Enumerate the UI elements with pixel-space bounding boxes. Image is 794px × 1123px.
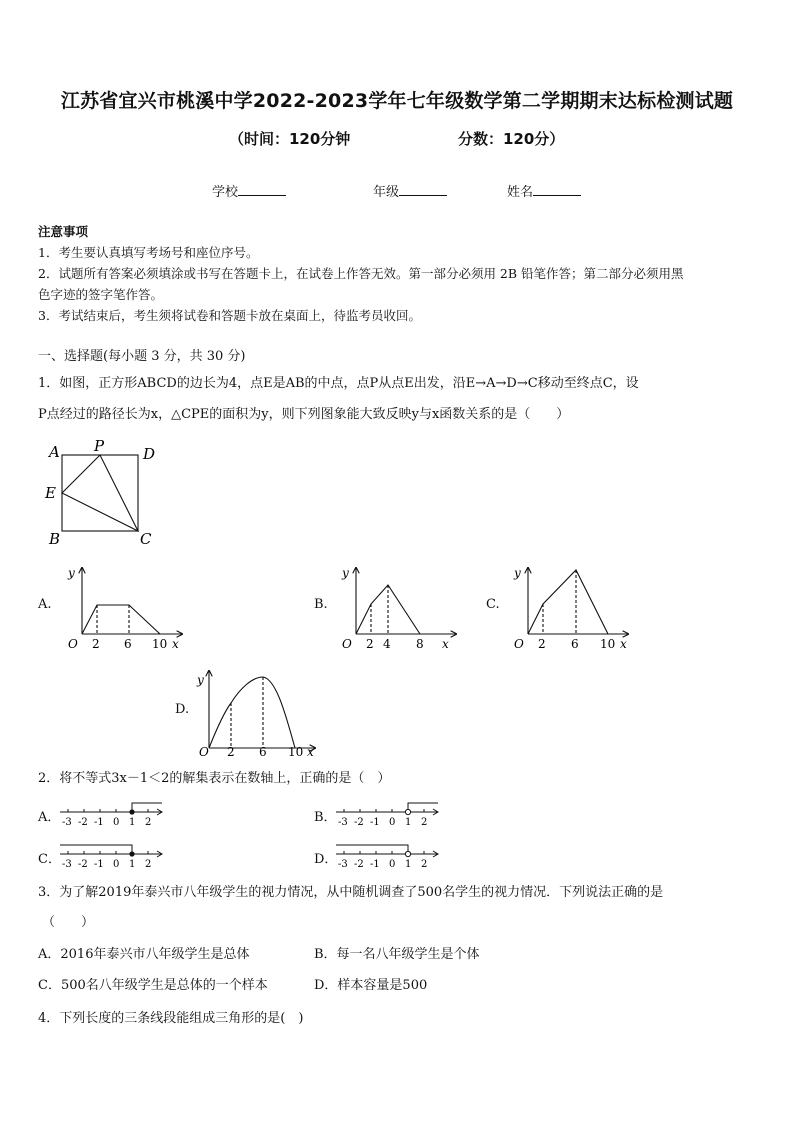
grade-label: 年级: [373, 185, 400, 200]
note-2: 2．试题所有答案必须填涂或书写在答题卡上，在试卷上作答无效。第一部分必须用 2B 铅笔作答；第二部分必须用黑: [38, 266, 684, 281]
solution-ray: [132, 803, 162, 812]
solution-ray: [60, 845, 132, 854]
num-label: -2: [78, 859, 88, 870]
solution-ray: [336, 845, 408, 854]
num-label: -1: [370, 859, 380, 870]
num-label: 0: [389, 859, 396, 870]
q2-option-a-label[interactable]: A．: [38, 810, 61, 825]
num-label: -2: [354, 859, 364, 870]
num-label: 0: [389, 817, 396, 828]
origin-label: O: [342, 637, 352, 651]
y-label: y: [342, 566, 349, 580]
q1-option-b-label[interactable]: B.: [314, 597, 328, 612]
tick-label: 6: [124, 637, 132, 651]
tick-label: 2: [538, 637, 546, 651]
num-label: -2: [78, 817, 88, 828]
note-2-cont: 色字迹的签字笔作答。: [38, 287, 164, 302]
num-label: 1: [405, 859, 412, 870]
q1-text-line2: P点经过的路径长为x，△CPE的面积为y，则下列图象能大致反映y与x函数关系的是（ ）: [38, 407, 570, 422]
school-field: [212, 181, 286, 200]
num-label: -3: [62, 817, 72, 828]
label-b: B: [49, 530, 61, 548]
q2-option-a-numberline[interactable]: [58, 800, 168, 830]
num-label: 2: [145, 859, 152, 870]
y-label: y: [68, 566, 75, 580]
num-label: 1: [129, 817, 136, 828]
x-label: x: [307, 745, 314, 759]
q4-text: 4．下列长度的三条线段能组成三角形的是( ): [38, 1011, 304, 1026]
q3-text-line1: 3．为了解2019年泰兴市八年级学生的视力情况，从中随机调查了500名学生的视力情况．下列说法正确的是: [38, 885, 664, 900]
q1-text-line1: 1．如图，正方形ABCD的边长为4，点E是AB的中点，点P从点E出发，沿E→A→D→C移动至终点C，设: [38, 376, 639, 391]
q2-option-c-label[interactable]: C．: [38, 852, 61, 867]
square-abcd: [62, 455, 138, 531]
exam-title: 江苏省宜兴市桃溪中学2022-2023学年七年级数学第二学期期末达标检测试题: [60, 90, 734, 112]
label-a: A: [49, 443, 60, 461]
note-3: 3．考试结束后，考生须将试卷和答题卡放在桌面上，待监考员收回。: [38, 308, 421, 323]
q3-text-line2: （ ）: [42, 915, 95, 930]
tick-label: 10: [152, 637, 168, 651]
notes-heading: 注意事项: [38, 224, 89, 239]
closed-dot: [129, 851, 134, 856]
q2-option-c-numberline[interactable]: [58, 842, 168, 872]
open-dot: [405, 809, 410, 814]
q1-option-a-graph[interactable]: [62, 562, 192, 654]
tick-label: 10: [600, 637, 616, 651]
num-label: 2: [421, 859, 428, 870]
origin-label: O: [199, 745, 209, 759]
school-label: 学校: [212, 185, 239, 200]
y-label: y: [197, 673, 204, 687]
graph-line-a: [82, 605, 160, 634]
q1-option-c-label[interactable]: C.: [486, 597, 500, 612]
exam-score: 分数：120分）: [458, 130, 565, 148]
origin-label: O: [514, 637, 524, 651]
tick-label: 6: [259, 745, 267, 759]
solution-ray: [408, 803, 438, 812]
x-label: x: [442, 637, 449, 651]
tick-label: 10: [288, 745, 304, 759]
num-label: -3: [62, 859, 72, 870]
num-label: 0: [113, 859, 120, 870]
num-label: -1: [370, 817, 380, 828]
q1-option-a-label[interactable]: A.: [38, 597, 52, 612]
grade-field: [373, 181, 447, 200]
section-heading: 一、选择题(每小题 3 分，共 30 分): [38, 349, 246, 364]
tick-label: 2: [92, 637, 100, 651]
tick-label: 2: [227, 745, 235, 759]
name-field: [507, 181, 581, 200]
q2-option-d-numberline[interactable]: [334, 842, 444, 872]
q1-option-d-graph[interactable]: [195, 665, 325, 760]
note-1: 1．考生要认真填写考场号和座位序号。: [38, 245, 259, 260]
q3-option-a[interactable]: A．2016年泰兴市八年级学生是总体: [38, 947, 250, 962]
num-label: -1: [94, 817, 104, 828]
num-label: 0: [113, 817, 120, 828]
x-label: x: [620, 637, 627, 651]
x-label: x: [172, 637, 179, 651]
name-label: 姓名: [507, 185, 534, 200]
q2-option-b-numberline[interactable]: [334, 800, 444, 830]
q1-option-d-label[interactable]: D.: [175, 702, 190, 717]
q2-option-d-label[interactable]: D．: [314, 852, 338, 867]
graph-curve-d: [209, 677, 295, 748]
q1-square-figure: [40, 436, 160, 554]
num-label: 1: [129, 859, 136, 870]
tick-label: 2: [366, 637, 374, 651]
tick-label: 8: [416, 637, 424, 651]
label-e: E: [45, 484, 56, 502]
num-label: -3: [338, 859, 348, 870]
triangle-cpe: [62, 455, 138, 531]
q2-option-b-label[interactable]: B．: [314, 810, 337, 825]
num-label: -1: [94, 859, 104, 870]
label-d: D: [143, 445, 156, 463]
y-label: y: [514, 566, 521, 580]
q1-option-b-graph[interactable]: [336, 562, 466, 654]
exam-time: （时间：120分钟: [229, 130, 351, 148]
q3-option-b[interactable]: B．每一名八年级学生是个体: [314, 947, 480, 962]
open-dot: [405, 851, 410, 856]
q3-option-c[interactable]: C．500名八年级学生是总体的一个样本: [38, 978, 268, 993]
label-c: C: [140, 530, 152, 548]
num-label: -3: [338, 817, 348, 828]
tick-label: 6: [571, 637, 579, 651]
closed-dot: [129, 809, 134, 814]
num-label: 2: [145, 817, 152, 828]
num-label: -2: [354, 817, 364, 828]
q3-option-d[interactable]: D．样本容量是500: [314, 978, 428, 993]
tick-label: 4: [383, 637, 391, 651]
label-p: P: [94, 437, 105, 455]
graph-line-c: [528, 570, 608, 634]
q2-text: 2．将不等式3x－1＜2的解集表示在数轴上，正确的是（ ）: [38, 771, 391, 786]
num-label: 1: [405, 817, 412, 828]
num-label: 2: [421, 817, 428, 828]
q1-option-c-graph[interactable]: [508, 562, 638, 654]
origin-label: O: [68, 637, 78, 651]
